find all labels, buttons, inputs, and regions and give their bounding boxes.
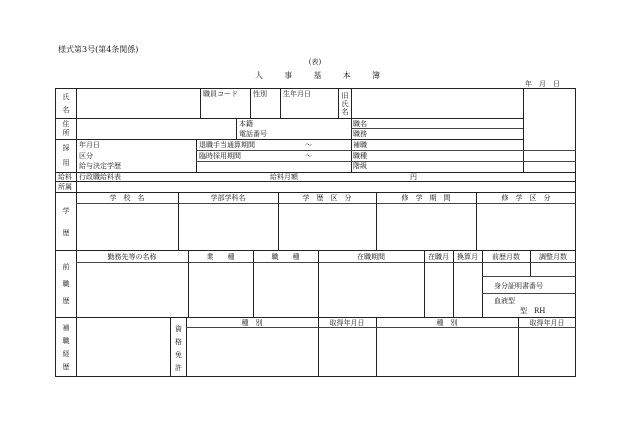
label-char: 採 bbox=[62, 143, 70, 152]
name-label bbox=[58, 90, 74, 116]
divider bbox=[200, 88, 201, 118]
qual-col-type-2: 種 別 bbox=[436, 319, 458, 327]
prev-col-occupation: 職 種 bbox=[271, 253, 300, 261]
employee-code-label: 職員コード bbox=[203, 90, 238, 98]
label-char: 職 bbox=[62, 336, 70, 345]
gender-label: 性別 bbox=[253, 90, 267, 98]
qual-col-date-2: 取得年月日 bbox=[529, 319, 565, 327]
hire-category-label: 区分 bbox=[79, 152, 93, 160]
hire-label bbox=[58, 140, 74, 171]
prev-col-tenure: 在職期間 bbox=[357, 253, 385, 261]
prev-col-prior-months: 前歴月数 bbox=[492, 253, 520, 261]
retirement-period-label: 退職手当通算期間 bbox=[199, 141, 255, 149]
education-col-period: 修 学 期 間 bbox=[401, 194, 451, 202]
retirement-period-tilde: 〜 bbox=[305, 141, 312, 149]
prev-col-industry: 業 種 bbox=[206, 253, 235, 261]
divider bbox=[55, 118, 523, 119]
education-label bbox=[58, 200, 74, 244]
divider bbox=[55, 172, 576, 173]
education-col-department: 学部学科名 bbox=[210, 194, 246, 202]
label-char: 歴 bbox=[62, 362, 70, 371]
label-char: 格 bbox=[175, 337, 182, 346]
label-char: 歴 bbox=[62, 229, 70, 237]
divider bbox=[76, 262, 576, 263]
title-char: 事 bbox=[284, 71, 293, 80]
divider bbox=[280, 88, 281, 118]
title-char: 簿 bbox=[372, 71, 380, 80]
divider bbox=[55, 317, 576, 318]
prev-col-months: 在職月 bbox=[428, 253, 449, 261]
divider bbox=[196, 161, 576, 162]
old-name-label bbox=[339, 92, 351, 116]
divider bbox=[351, 88, 352, 139]
side-label: (表) bbox=[308, 58, 322, 66]
affiliation-label: 所属 bbox=[58, 183, 72, 191]
divider bbox=[55, 250, 576, 251]
label-char: 氏 bbox=[341, 100, 349, 108]
education-col-school: 学 校 名 bbox=[109, 194, 145, 202]
education-col-category: 学 歴 区 分 bbox=[302, 194, 352, 202]
label-char: 名 bbox=[341, 108, 349, 116]
label-char: 許 bbox=[175, 363, 182, 372]
label-char: 経 bbox=[62, 349, 70, 358]
divider bbox=[196, 139, 197, 172]
divider bbox=[351, 128, 523, 129]
title-char: 基 bbox=[313, 71, 322, 80]
salary-history-label: 給与決定学歴 bbox=[79, 162, 121, 170]
record-date: 年 月 日 bbox=[525, 80, 560, 88]
divider bbox=[55, 139, 523, 140]
address-label bbox=[58, 119, 74, 138]
hire-date-label: 年月日 bbox=[79, 141, 100, 149]
divider bbox=[236, 118, 237, 139]
label-char: 所 bbox=[62, 129, 70, 138]
duty-label: 職務 bbox=[353, 130, 367, 138]
prev-col-converted: 換算月 bbox=[457, 253, 478, 261]
grade-label: 階級 bbox=[353, 162, 367, 170]
divider bbox=[523, 88, 524, 172]
label-char: 補 bbox=[62, 323, 70, 332]
divider bbox=[351, 139, 352, 172]
qual-col-type: 種 別 bbox=[241, 319, 263, 327]
blood-type-suffix: 型 RH bbox=[520, 307, 546, 315]
title-char: 本 bbox=[342, 71, 351, 80]
salary-label: 給料 bbox=[58, 173, 72, 181]
divider bbox=[250, 88, 251, 118]
divider bbox=[186, 327, 576, 328]
job-type-label: 職種 bbox=[353, 152, 367, 160]
label-char: 資 bbox=[175, 324, 182, 333]
divider bbox=[196, 150, 576, 151]
temp-period-label: 臨時採用期間 bbox=[199, 152, 241, 160]
supplement-label: 補職 bbox=[353, 141, 367, 149]
birthdate-label: 生年月日 bbox=[283, 90, 311, 98]
id-number-label: 身分証明書番号 bbox=[494, 282, 543, 290]
yen-label: 円 bbox=[410, 173, 417, 181]
temp-period-tilde: 〜 bbox=[305, 152, 312, 160]
previous-jobs-label bbox=[58, 258, 74, 310]
divider bbox=[482, 276, 576, 277]
qualification-label bbox=[171, 322, 186, 374]
phone-label: 電話番号 bbox=[239, 130, 267, 138]
divider bbox=[482, 293, 576, 294]
supplement-history-label bbox=[58, 321, 74, 373]
label-char: 名 bbox=[62, 105, 70, 114]
monthly-salary-label: 給料月額 bbox=[270, 173, 298, 181]
label-char: 免 bbox=[175, 350, 182, 359]
label-char: 旧 bbox=[341, 92, 349, 100]
divider bbox=[55, 192, 576, 193]
label-char: 学 bbox=[62, 207, 70, 215]
document-title bbox=[255, 70, 380, 81]
qual-col-date: 取得年月日 bbox=[329, 319, 365, 327]
form-number: 様式第3号(第4条関係) bbox=[58, 45, 139, 54]
divider bbox=[55, 181, 576, 182]
label-char: 前 bbox=[62, 262, 70, 271]
divider bbox=[76, 88, 77, 377]
label-char: 歴 bbox=[62, 297, 70, 306]
salary-table-label: 行政職給料表 bbox=[79, 173, 121, 181]
job-title-label: 職名 bbox=[353, 120, 367, 128]
label-char: 氏 bbox=[62, 92, 70, 101]
divider bbox=[76, 203, 576, 204]
label-char: 住 bbox=[62, 119, 70, 128]
title-char: 人 bbox=[255, 71, 263, 80]
domicile-label: 本籍 bbox=[239, 120, 253, 128]
blood-type-label: 血液型 bbox=[494, 297, 515, 305]
label-char: 用 bbox=[62, 159, 70, 168]
education-col-study-category: 修 学 区 分 bbox=[501, 194, 551, 202]
prev-col-employer: 勤務先等の名称 bbox=[107, 253, 157, 261]
form-frame bbox=[55, 88, 576, 377]
prev-col-adjusted: 調整月数 bbox=[539, 253, 567, 261]
label-char: 職 bbox=[62, 279, 70, 288]
